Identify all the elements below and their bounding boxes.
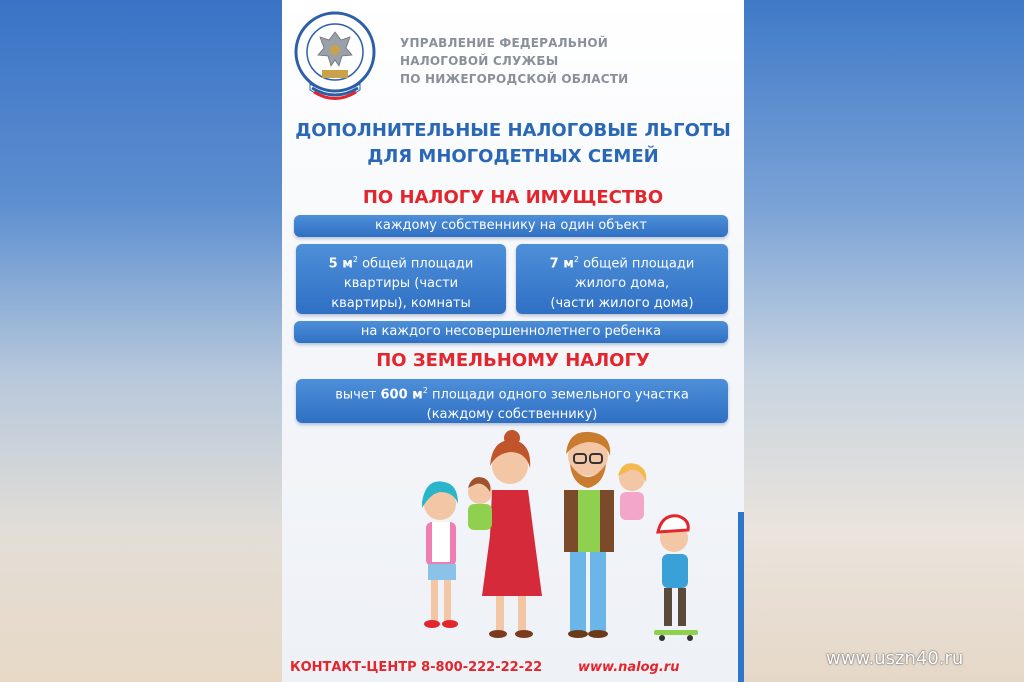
house-deduction-box — [516, 244, 728, 314]
per-owner-banner: каждому собственнику на один объект — [294, 215, 728, 237]
land-tax-heading: ПО ЗЕМЕЛЬНОМУ НАЛОГУ — [376, 350, 650, 371]
agency-name — [400, 34, 650, 88]
land-line-2: (каждому собственнику) — [426, 407, 598, 423]
boy-figure — [654, 516, 698, 641]
site-watermark: www.uszn40.ru — [826, 648, 964, 669]
poster-footer — [282, 660, 744, 682]
mother-figure — [468, 430, 542, 638]
agency-line-3: ПО НИЖЕГОРОДСКОЙ ОБЛАСТИ — [400, 72, 629, 86]
contact-center: КОНТАКТ-ЦЕНТР 8-800-222-22-22 — [290, 660, 543, 675]
house-line-1: общей площади — [578, 256, 695, 272]
background-right — [742, 0, 1024, 682]
apartment-line-1: общей площади — [357, 256, 474, 272]
land-amount: 600 м — [380, 387, 423, 403]
website-link[interactable]: www.nalog.ru — [578, 660, 680, 675]
house-line-2: жилого дома, — [574, 276, 670, 292]
apartment-deduction-box — [296, 244, 506, 314]
apartment-line-2: квартиры (части — [343, 276, 459, 292]
land-prefix: вычет — [335, 387, 381, 403]
house-amount: 7 м — [549, 256, 574, 272]
father-figure — [564, 432, 646, 638]
land-line-1: площади одного земельного участка — [427, 387, 689, 403]
land-deduction-box — [296, 379, 728, 423]
apartment-amount: 5 м — [328, 256, 353, 272]
family-illustration — [392, 426, 712, 656]
teen-girl-figure — [422, 481, 458, 628]
apartment-line-3: квартиры), комнаты — [331, 296, 471, 312]
property-tax-heading: ПО НАЛОГУ НА ИМУЩЕСТВО — [362, 187, 664, 208]
per-child-banner: на каждого несовершеннолетнего ребенка — [294, 321, 728, 343]
agency-line-2: НАЛОГОВОЙ СЛУЖБЫ — [400, 54, 559, 68]
tax-benefits-poster — [282, 0, 744, 682]
poster-title — [282, 118, 744, 170]
poster-title-line-2: ДЛЯ МНОГОДЕТНЫХ СЕМЕЙ — [367, 146, 659, 167]
background-left — [0, 0, 282, 682]
poster-title-line-1: ДОПОЛНИТЕЛЬНЫЕ НАЛОГОВЫЕ ЛЬГОТЫ — [295, 120, 731, 141]
superscript: 2 — [352, 255, 358, 264]
agency-line-1: УПРАВЛЕНИЕ ФЕДЕРАЛЬНОЙ — [400, 36, 609, 50]
superscript: 2 — [573, 255, 579, 264]
superscript: 2 — [422, 386, 428, 395]
accent-stripe — [738, 512, 744, 682]
house-line-3: (части жилого дома) — [550, 296, 694, 312]
tax-service-emblem-icon — [292, 10, 378, 106]
